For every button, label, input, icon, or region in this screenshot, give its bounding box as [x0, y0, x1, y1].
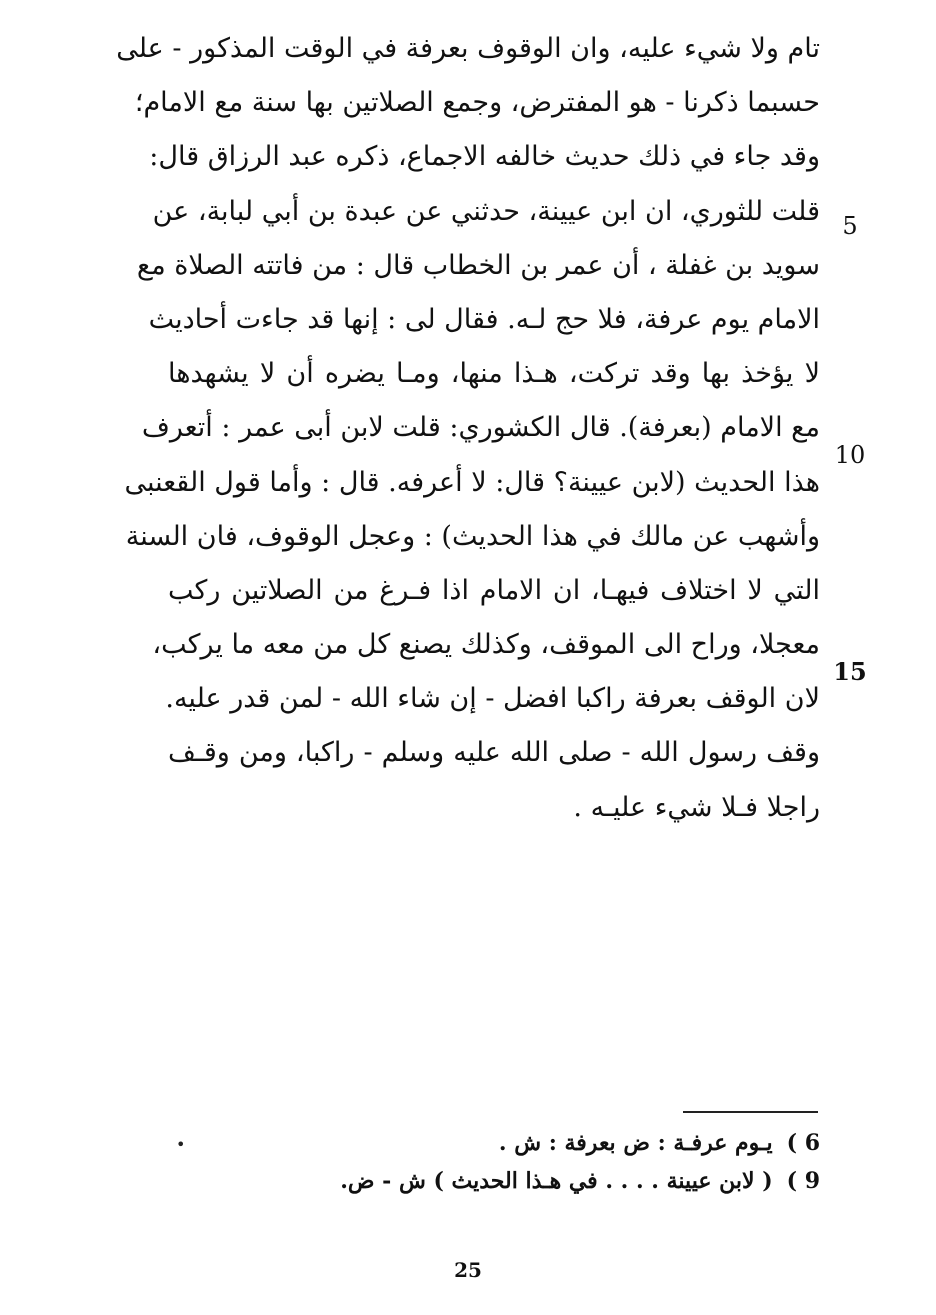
page-number: 25 — [454, 1258, 482, 1282]
footnote-marker: 6 ) — [786, 1130, 820, 1156]
text-line: تام ولا شيء عليه، وان الوقوف بعرفة في الوقت المذكور - على — [116, 33, 820, 64]
text-line: راجلا فـلا شيء عليـه . — [573, 791, 820, 823]
text-line: هذا الحديث (لابن عيينة؟ قال: لا أعرفه. قال : وأما قول القعنبى — [124, 466, 820, 498]
text-line: قلت للثوري، ان ابن عيينة، حدثني عن عبدة بن أبي لبابة، عن — [152, 195, 820, 227]
text-line: مع الامام (بعرفة). قال الكشوري: قلت لابن أبى عمر : أتعرف — [141, 412, 820, 444]
margin-mark: • — [176, 1135, 186, 1154]
main-text — [116, 22, 820, 835]
text-line: لان الوقف بعرفة راكبا افضل - إن شاء الله - لمن قدر عليه. — [165, 683, 820, 715]
footnote-separator — [683, 1111, 818, 1113]
footnotes — [290, 1124, 820, 1200]
line-number: 5 — [842, 212, 858, 240]
footnote-marker: 9 ) — [786, 1168, 820, 1194]
text-line: لا يؤخذ بها وقد تركت، هـذا منها، ومـا يضره أن لا يشهدها — [168, 358, 820, 390]
line-number: 15 — [833, 657, 867, 686]
text-line: معجلا، وراح الى الموقف، وكذلك يصنع كل من معه ما يركب، — [152, 629, 820, 661]
text-line: التي لا اختلاف فيهـا، ان الامام اذا فـرغ من الصلاتين ركب — [168, 574, 820, 606]
footnote — [290, 1162, 820, 1200]
footnote-text: ( لابن عيينة . . . . في هـذا الحديث ) ش - ض. — [340, 1168, 773, 1194]
text-line: حسبما ذكرنا - هو المفترض، وجمع الصلاتين بها سنة مع الامام؛ — [134, 87, 820, 119]
text-line: وأشهب عن مالك في هذا الحديث) : وعجل الوقوف، فان السنة — [125, 520, 820, 552]
text-line: وقد جاء في ذلك حديث خالفه الاجماع، ذكره عبد الرزاق قال: — [149, 141, 820, 173]
footnote-text: يـوم عرفـة : ض بعرفة : ش . — [498, 1130, 773, 1156]
text-line: وقف رسول الله - صلى الله عليه وسلم - راكبا، ومن وقـف — [168, 737, 820, 769]
footnote — [290, 1124, 820, 1162]
text-line: الامام يوم عرفة، فلا حج لـه. فقال لى : إنها قد جاءت أحاديث — [148, 303, 820, 335]
line-number: 10 — [834, 441, 866, 469]
text-line: سويد بن غفلة ، أن عمر بن الخطاب قال : من فاتته الصلاة مع — [136, 249, 820, 281]
